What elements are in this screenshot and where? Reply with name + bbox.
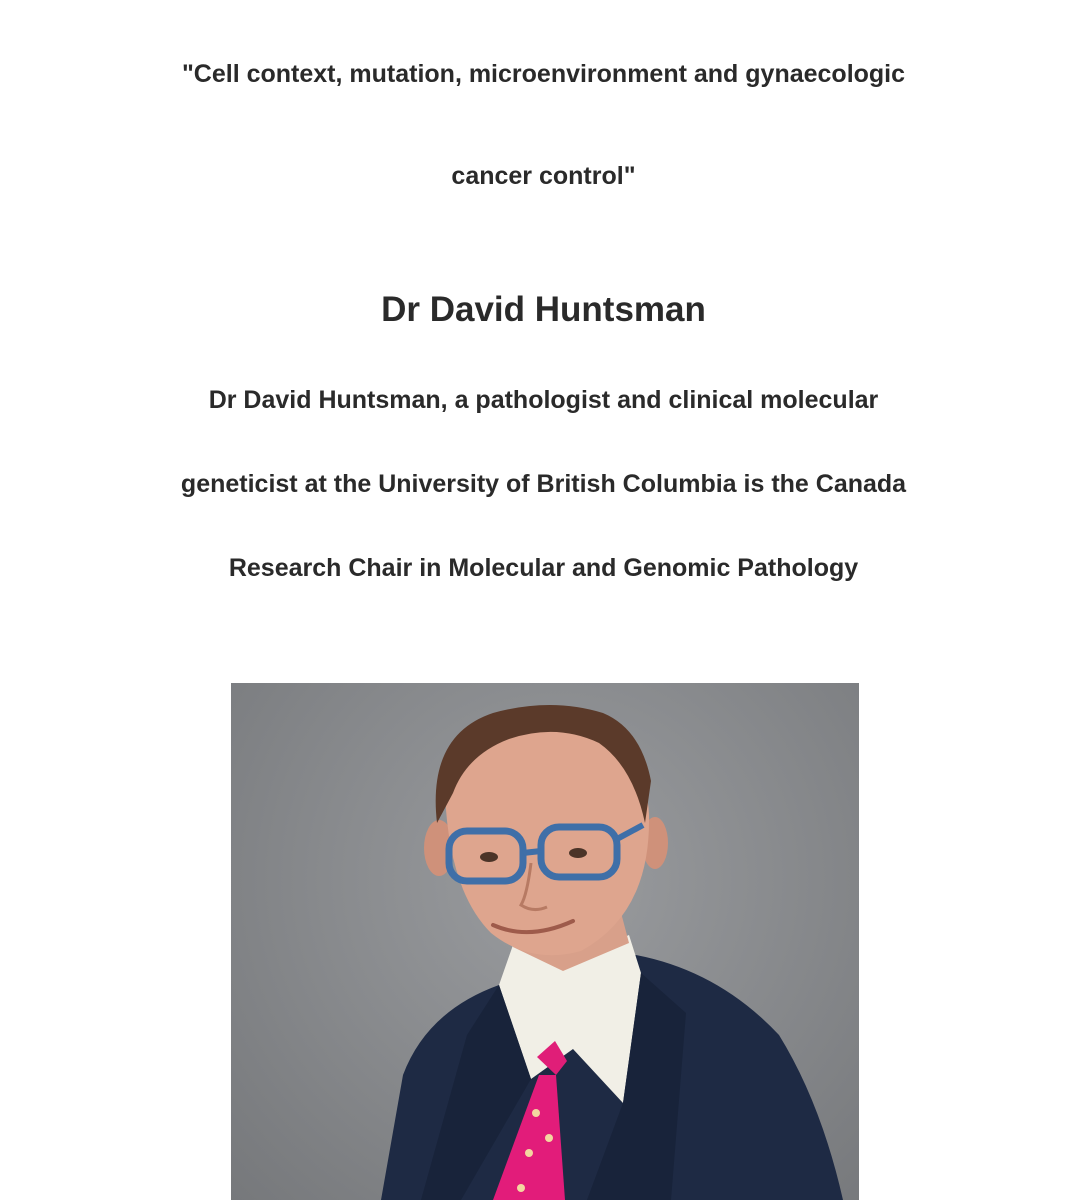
talk-title-line-1: "Cell context, mutation, microenvironment and gynaecologic — [181, 60, 906, 88]
portrait-illustration — [231, 683, 859, 1200]
talk-title-line-2: cancer control" — [451, 162, 636, 190]
speaker-bio-line-3: Research Chair in Molecular and Genomic Pathology — [228, 554, 859, 582]
speaker-bio-line-1: Dr David Huntsman, a pathologist and clinical molecular — [208, 386, 879, 414]
speaker-bio-line-2: geneticist at the University of British Columbia is the Canada — [180, 470, 907, 498]
speaker-name: Dr David Huntsman — [381, 290, 706, 329]
speaker-portrait-photo — [231, 683, 859, 1200]
